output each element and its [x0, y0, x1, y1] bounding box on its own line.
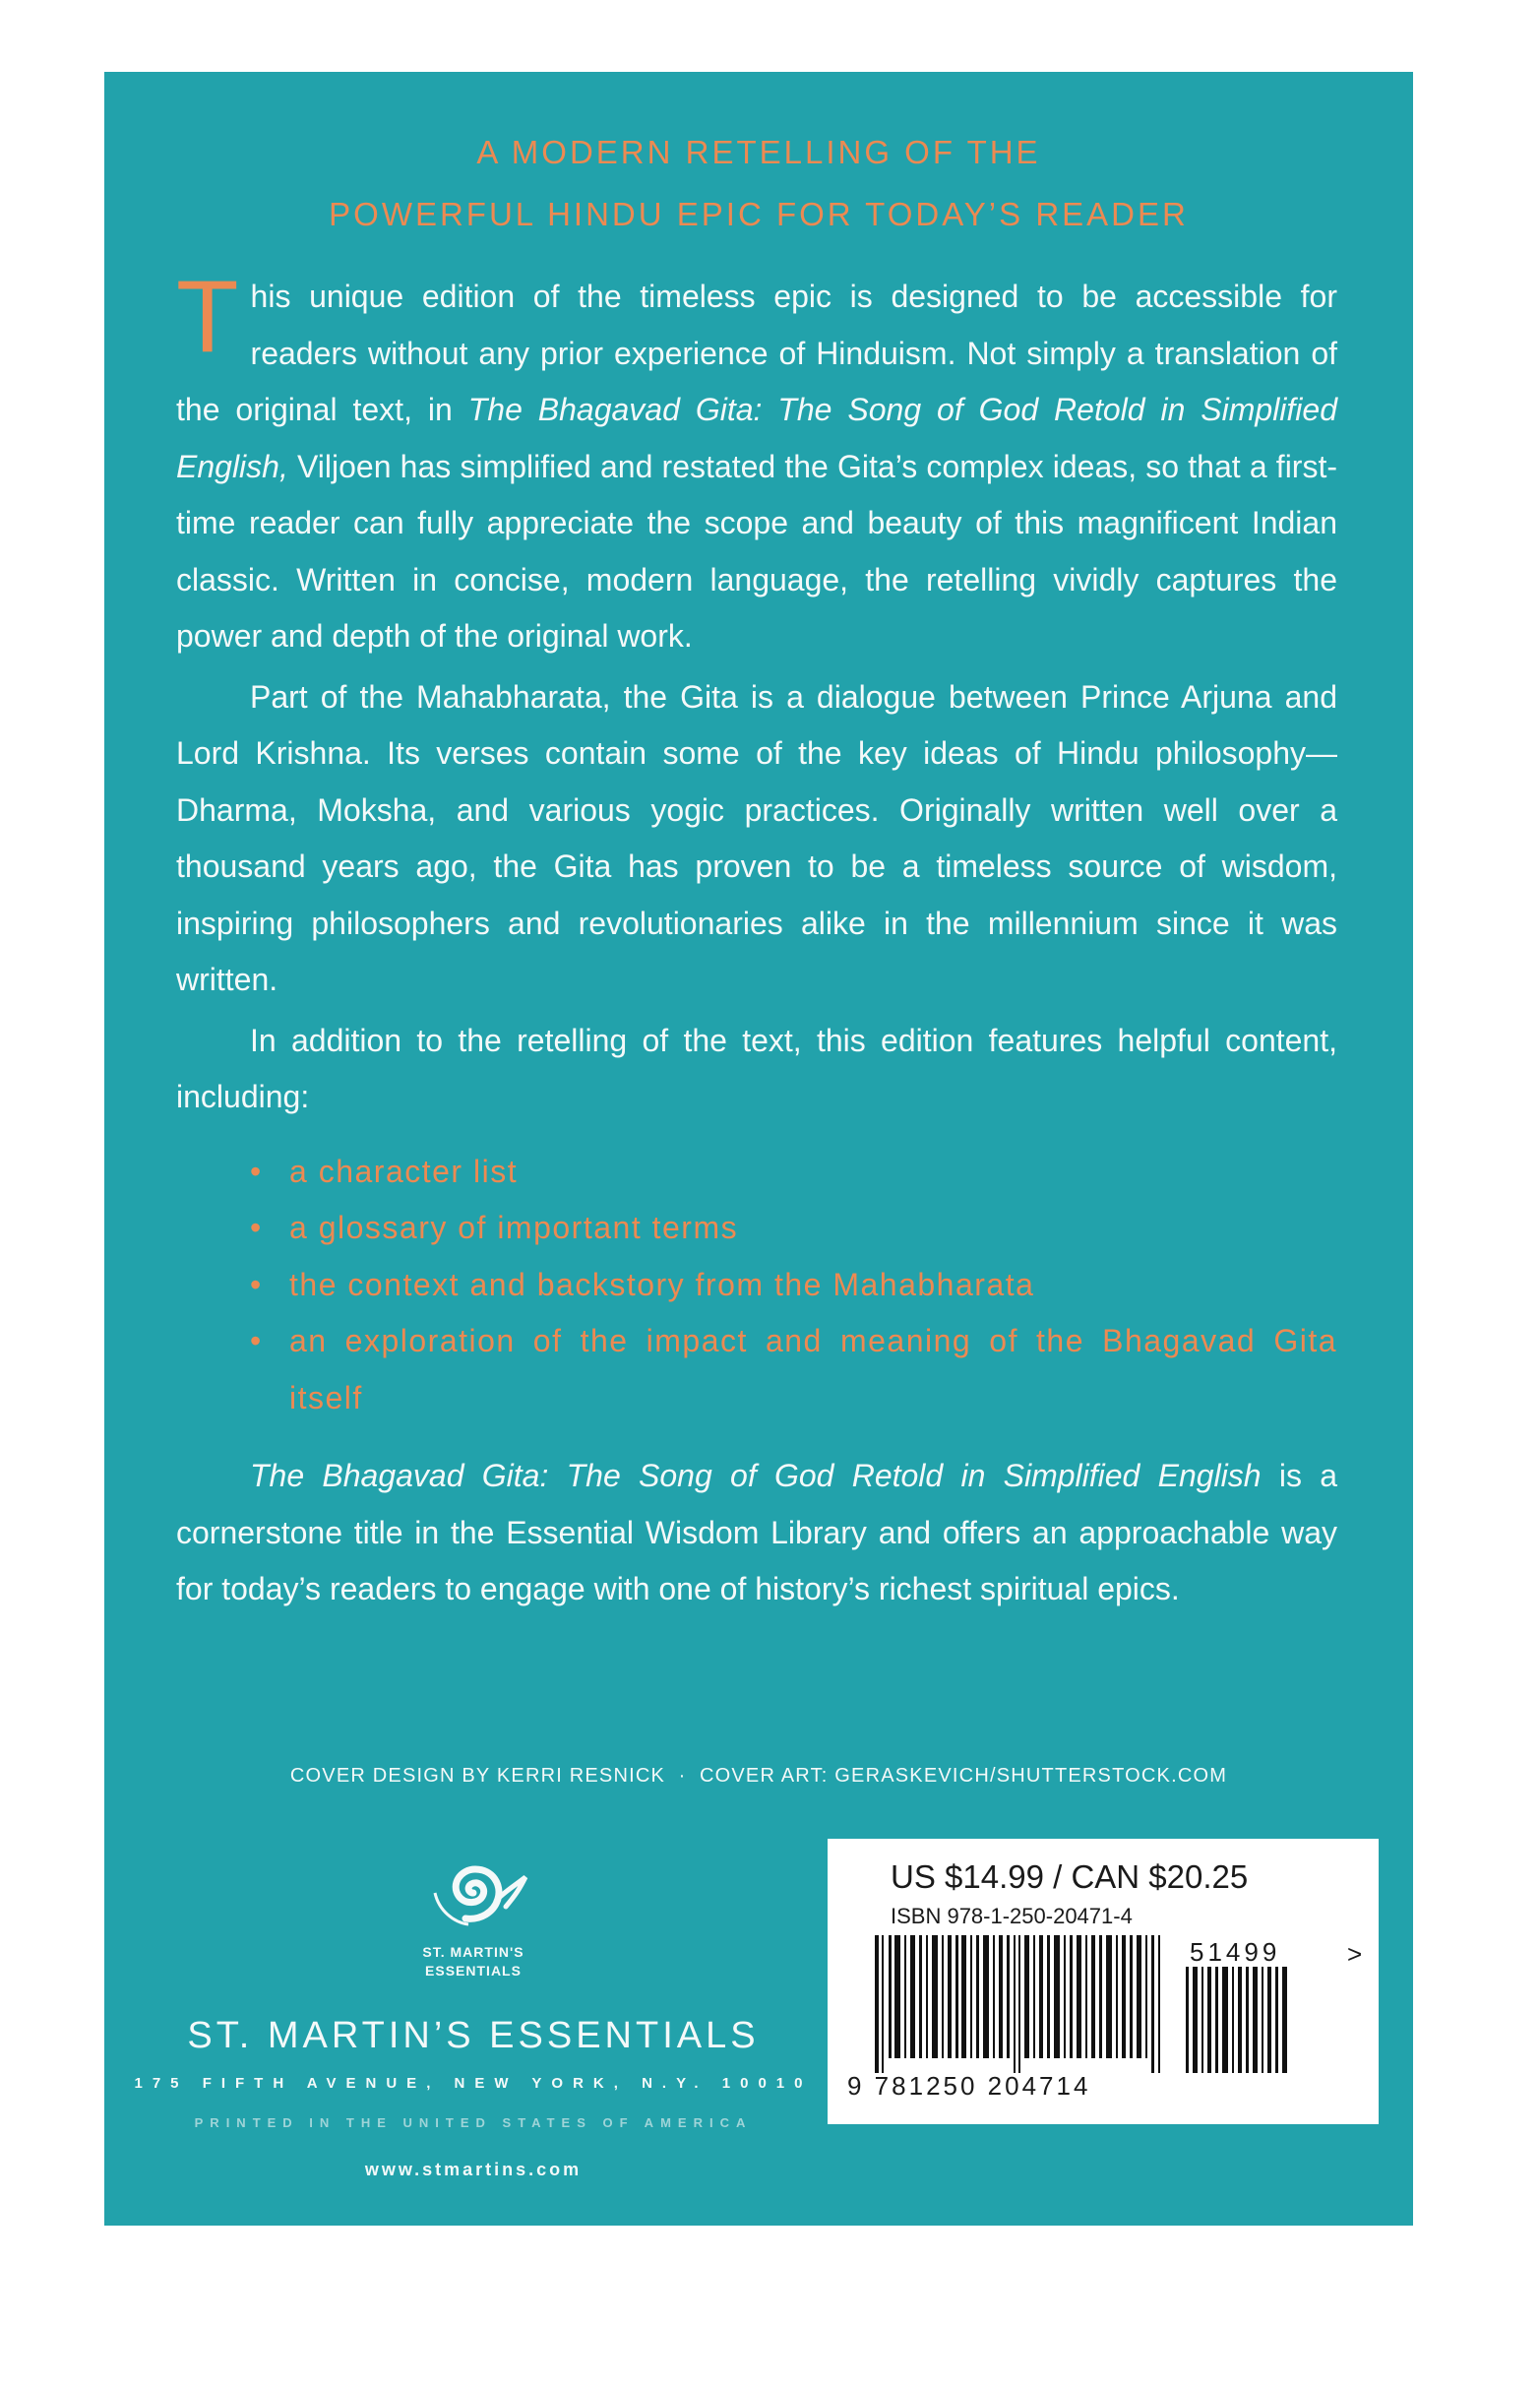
- spiral-wave-icon: [400, 1834, 547, 1942]
- addon-price-code: 51499: [1190, 1937, 1281, 1967]
- credit-separator: ·: [678, 1765, 687, 1787]
- price: US $14.99 / CAN $20.25: [891, 1858, 1249, 1895]
- addon-barcode: [1182, 1935, 1290, 2073]
- book-title-italic: The Bhagavad Gita: The Song of God Retold in Simplified English: [250, 1458, 1262, 1493]
- logo-line-1: ST. MARTIN'S: [422, 1944, 524, 1960]
- headline: [104, 121, 1413, 245]
- paragraph-1-text-b: Viljoen has simplified and restated the Gita’s complex ideas, so that a first-time reader can fully appreciate the scope and beauty of this magnificent Indian classic. Written in concise, modern language, the retelling vividly captures the power and depth of the original work.: [176, 448, 1337, 654]
- list-item: • a glossary of important terms: [250, 1200, 1337, 1257]
- publisher-block: [134, 1834, 813, 2180]
- feature-list: [176, 1144, 1337, 1427]
- publisher-name: ST. MARTIN’S ESSENTIALS: [187, 2015, 760, 2056]
- paragraph-4: [176, 1448, 1337, 1618]
- design-credit: COVER DESIGN BY KERRI RESNICK: [289, 1765, 666, 1787]
- printed-in: PRINTED IN THE UNITED STATES OF AMERICA: [194, 2115, 753, 2130]
- paragraph-1-text-a: his unique edition of the timeless epic is designed to be accessible for readers without any prior experience of Hinduism. Not simply a translation of the original text, in: [176, 279, 1337, 427]
- cover-credits: [104, 1765, 1413, 1788]
- isbn-barcode: [875, 1935, 1170, 2073]
- book-title-italic: The Bhagavad Gita: The Song of God Retold in Simplified English,: [176, 392, 1338, 484]
- isbn: ISBN 978-1-250-20471-4: [891, 1904, 1133, 1928]
- drop-cap: T: [176, 260, 239, 374]
- price-barcode-box: [828, 1839, 1379, 2124]
- list-item: • the context and backstory from the Mahabharata: [250, 1257, 1337, 1314]
- logo-line-2: ESSENTIALS: [425, 1963, 522, 1979]
- paragraph-4-text: is a cornerstone title in the Essential Wisdom Library and offers an approachable way for today’s readers to engage with one of history’s richest spiritual epics.: [176, 1458, 1338, 1606]
- back-cover: [104, 72, 1413, 2226]
- description: [176, 260, 1338, 1618]
- headline-line-2: POWERFUL HINDU EPIC FOR TODAY’S READER: [329, 196, 1189, 232]
- publisher-website: www.stmartins.com: [364, 2160, 583, 2179]
- barcode-digits: 9 781250 204714: [847, 2071, 1091, 2101]
- headline-line-1: A MODERN RETELLING OF THE: [476, 134, 1041, 170]
- list-item: • a character list: [250, 1144, 1337, 1201]
- paragraph-2: Part of the Mahabharata, the Gita is a dialogue between Prince Arjuna and Lord Krishna. Its verses contain some of the key ideas of Hindu philosophy—Dharma, Moksha, and various yogic practices. Originally written well over a thousand years ago, the Gita has proven to be a timeless source of wisdom, inspiring philosophers and revolutionaries alike in the millennium since it was written.: [176, 678, 1337, 997]
- paragraph-1: [176, 260, 1338, 665]
- publisher-address: 175 FIFTH AVENUE, NEW YORK, N.Y. 10010: [134, 2075, 813, 2092]
- paragraph-3: In addition to the retelling of the text, this edition features helpful content, including:: [176, 1022, 1337, 1114]
- art-credit: COVER ART: GERASKEVICH/SHUTTERSTOCK.COM: [699, 1765, 1228, 1787]
- list-item: • an exploration of the impact and meaning of the Bhagavad Gita itself: [250, 1313, 1337, 1426]
- addon-arrow: >: [1347, 1939, 1363, 1969]
